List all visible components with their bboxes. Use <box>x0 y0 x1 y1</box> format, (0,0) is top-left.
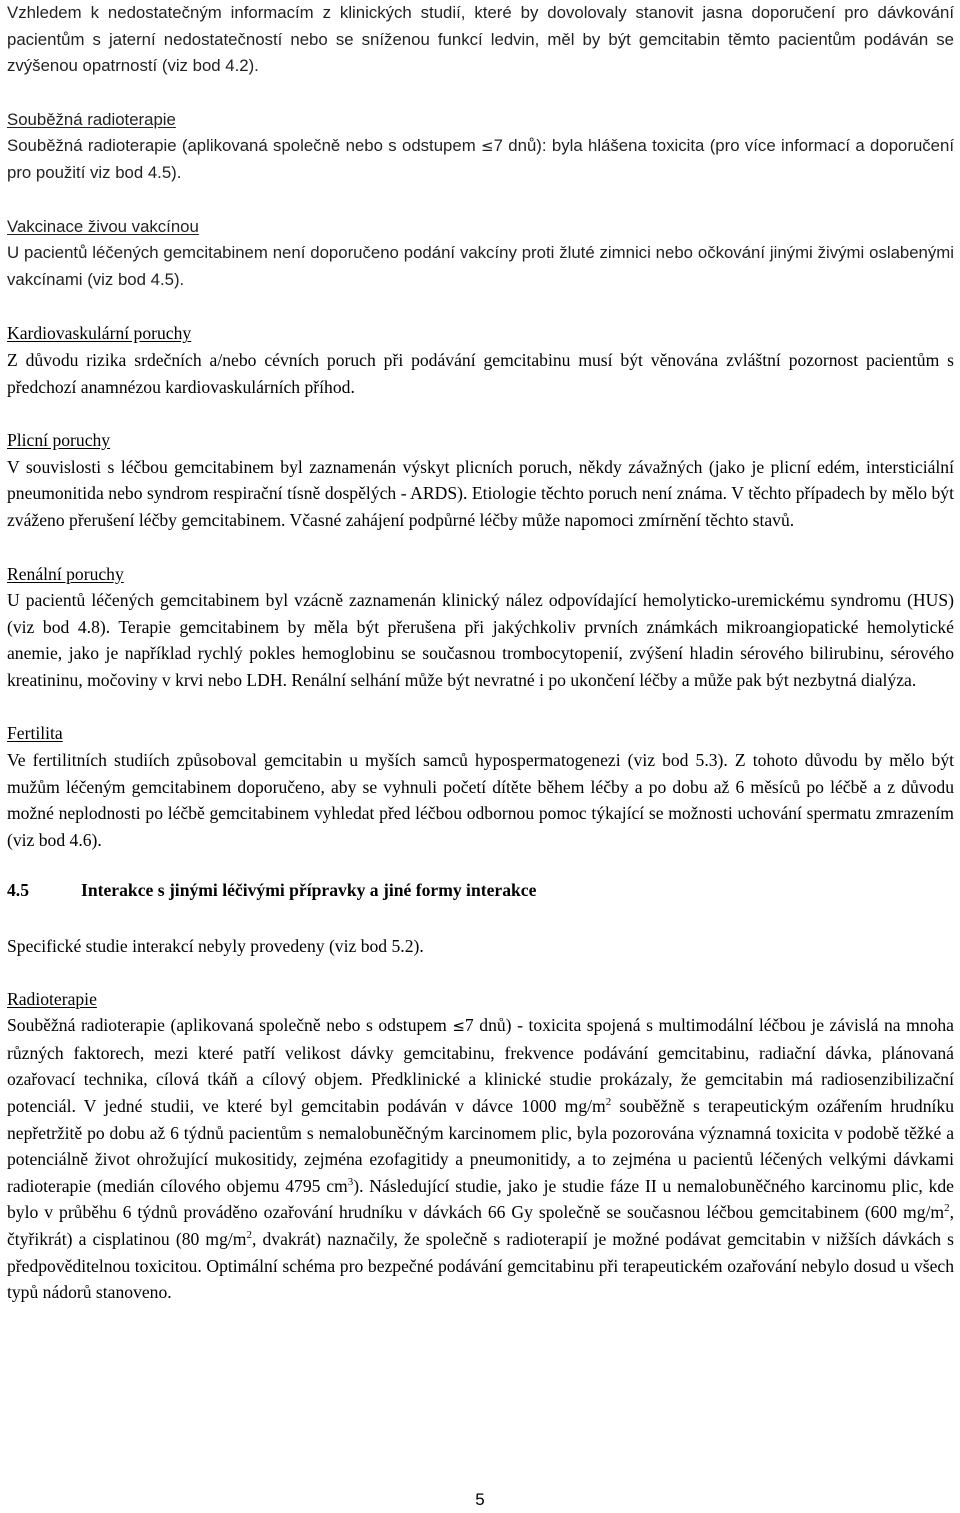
renalni-section <box>7 561 954 694</box>
intro-paragraph: Vzhledem k nedostatečným informacím z klinických studií, které by dovolovaly stanovit jasna doporučení pro dávkování pacientům s jaterní nedostatečností nebo se sníženou funkcí ledvin, měl by být gemcitabin těmto pacientům podáván se zvýšenou opatrností (viz bod 4.2). <box>7 3 954 76</box>
soubezna-text-b: 7 dnů): byla hlášena toxicita (pro více informací a doporučení pro použití viz bod 4.5). <box>7 136 955 182</box>
soubezna-paragraph <box>7 133 954 186</box>
kardio-heading: Kardiovaskulární poruchy <box>7 323 192 344</box>
radioterapie-heading: Radioterapie <box>7 988 97 1009</box>
plicni-paragraph: V souvislosti s léčbou gemcitabinem byl zaznamenán výskyt plicních poruch, někdy závažných (jako je plicní edém, intersticiální pneumonitida nebo syndrom respirační tísně dospělých - ARDS). Etiologie těchto poruch není známa. V těchto případech by mělo být zváženo přerušení léčby gemcitabinem. Včasné zahájení podpůrné léčby může napomoci zmírnění těchto stavů. <box>7 456 954 530</box>
section-title <box>7 877 954 904</box>
section-number: 4.5 <box>7 880 29 901</box>
renalni-paragraph: U pacientů léčených gemcitabinem byl vzácně zaznamenán klinický nález odpovídající hemolyticko-uremickému syndromu (HUS) (viz bod 4.8). Terapie gemcitabinem by měla být přerušena při jakýchkoliv prvních známkách mikroangiopatické hemolytické anemie, jako je například rychlý pokles hemoglobinu se současnou trombocytopenií, zvýšení hladin sérového bilirubinu, sérového kreatininu, močoviny v krvi nebo LDH. Renální selhání může být nevratné i po ukončení léčby a může pak být nezbytná dialýza. <box>7 590 954 690</box>
fertilita-paragraph: Ve fertilitních studiích způsoboval gemcitabin u myších samců hypospermatogenezi (viz bod 5.3). Z tohoto důvodu by mělo být mužům léčeným gemcitabinem doporučeno, aby se vyhnuli početí dítěte během léčby a po dobu až 6 měsíců po léčbě a z důvodu možné neplodnosti po léčbě gemcitabinem vyhledat před léčbou odbornou pomoc týkající se možnosti uchování spermatu zmrazením (viz bod 4.6). <box>7 750 954 850</box>
fertilita-heading: Fertilita <box>7 723 63 744</box>
plicni-heading: Plicní poruchy <box>7 430 111 451</box>
kardio-section <box>7 320 954 400</box>
radio-text-3: souběžně s terapeutickým ozářením hrudníku nepřetržitě po dobu až 6 týdnů pacientům s nemalobuněčným karcinomem plic, byla pozorována významná toxicita v podobě těžké a potenciálně život ohrožující mukositidy, zejména ezofagitidy a pneumonitidy, a to zejména u pacientů léčených velkými dávkami radioterapie (medián cílového objemu 4795 cm <box>7 1096 954 1196</box>
vakcinace-section <box>7 214 954 294</box>
superscript-3: 2 <box>944 1202 950 1215</box>
kardio-paragraph: Z důvodu rizika srdečních a/nebo cévních poruch při podávání gemcitabinu musí být věnována zvláštní pozornost pacientům s předchozí anamnézou kardiovaskulárních příhod. <box>7 349 954 397</box>
page-number: 5 <box>475 1490 485 1509</box>
radio-text-2: 7 dnů) - toxicita spojená s multimodální léčbou je závislá na mnoha různých faktorech, mezi které patří velikost dávky gemcitabinu, frekvence podávání gemcitabinu, radiační dávka, plánovaná ozařovací technika, cílová tkáň a cílový objem. Předklinické a klinické studie prokázaly, že gemcitabin má radiosenzibilizační potenciál. V jedné studii, ve které byl gemcitabin podáván v dávce 1000 mg/m <box>7 1015 954 1116</box>
radio-text-5: , čtyřikrát) a cisplatinou (80 mg/m <box>7 1202 954 1249</box>
less-equal-symbol: ≤ <box>481 137 494 156</box>
vakcinace-heading: Vakcinace živou vakcínou <box>7 216 199 236</box>
superscript-4: 2 <box>246 1229 252 1242</box>
less-equal-symbol-2: ≤ <box>452 1017 465 1036</box>
radio-text-1: Souběžná radioterapie (aplikovaná společně nebo s odstupem <box>7 1015 453 1036</box>
superscript-2: 3 <box>347 1175 354 1188</box>
radio-text-4: ). Následující studie, jako je studie fáze II u nemalobuněčného karcinomu plic, kde bylo v průběhu 6 týdnů prováděno ozařování hrudníku v dávkách 66 Gy společně se současnou léčbou gemcitabinem (600 mg/m <box>7 1175 954 1223</box>
section-intro: Specifické studie interakcí nebyly provedeny (viz bod 5.2). <box>7 936 424 957</box>
soubezna-heading: Souběžná radioterapie <box>7 109 176 129</box>
soubezna-text-a: Souběžná radioterapie (aplikovaná společně nebo s odstupem <box>7 136 482 156</box>
vakcinace-paragraph: U pacientů léčených gemcitabinem není doporučeno podání vakcíny proti žluté zimnici nebo očkování jinými živými oslabenými vakcínami (viz bod 4.5). <box>7 243 954 289</box>
renalni-heading: Renální poruchy <box>7 563 124 584</box>
section-4-5 <box>7 877 954 959</box>
superscript-1: 2 <box>605 1096 612 1109</box>
soubezna-section <box>7 107 954 187</box>
radioterapie-paragraph <box>7 1012 954 1306</box>
plicni-section <box>7 427 954 533</box>
intro-block <box>7 0 954 80</box>
section-title-text: Interakce s jinými léčivými přípravky a jiné formy interakce <box>81 880 537 901</box>
radio-text-6: , dvakrát) naznačily, že společně s radioterapií je možné podávat gemcitabin v nižších dávkách s předpověditelnou toxicitou. Optimální schéma pro bezpečné podávání gemcitabinu při terapeutickém ozařování nebylo dosud u všech typů nádorů stanoveno. <box>7 1228 954 1303</box>
fertilita-section <box>7 720 954 853</box>
radioterapie-section <box>7 986 954 1306</box>
